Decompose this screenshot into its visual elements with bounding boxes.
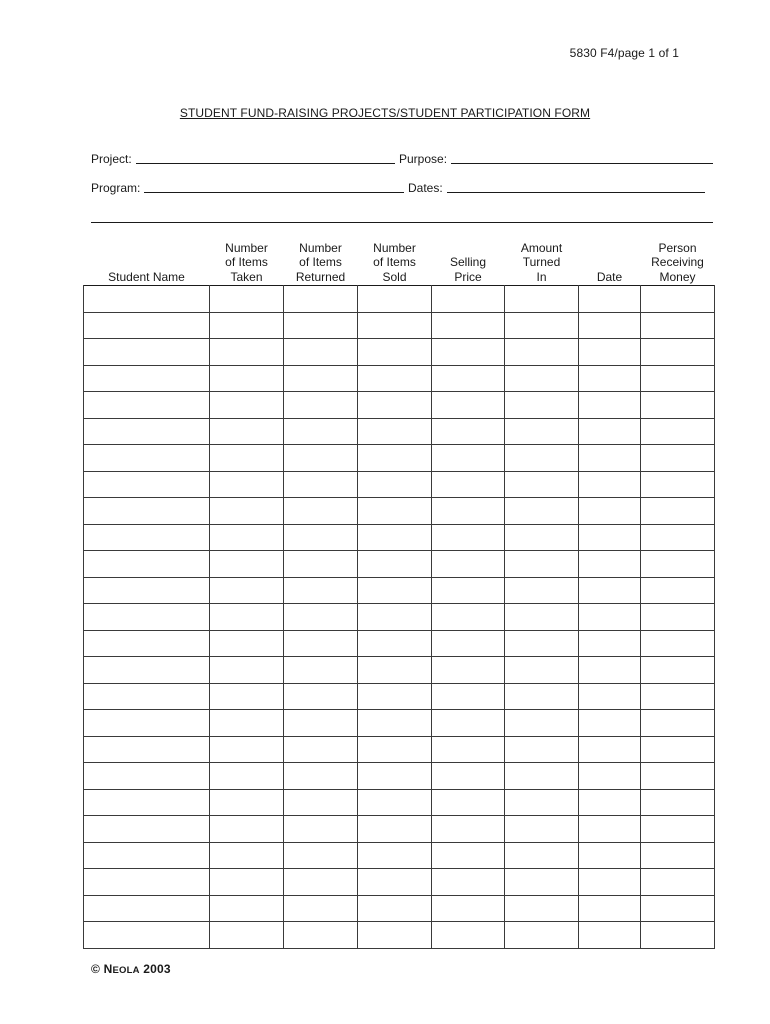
table-cell-amount-turned-in[interactable] [505, 842, 579, 869]
table-cell-selling-price[interactable] [432, 445, 505, 472]
table-cell-selling-price[interactable] [432, 498, 505, 525]
table-row [84, 339, 715, 366]
table-cell-amount-turned-in[interactable] [505, 577, 579, 604]
column-header-line: Number [373, 240, 416, 255]
table-row [84, 657, 715, 684]
table-cell-person-receiving-money[interactable] [641, 392, 715, 419]
form-title: STUDENT FUND-RAISING PROJECTS/STUDENT PARTICIPATION FORM [179, 106, 591, 120]
table-cell-person-receiving-money[interactable] [641, 789, 715, 816]
table-cell-items-returned[interactable] [284, 842, 358, 869]
project-label: Project: [91, 152, 132, 166]
column-header-items-returned [284, 238, 358, 286]
table-cell-items-sold[interactable] [358, 286, 432, 313]
table-cell-date[interactable] [579, 763, 641, 790]
column-header-line: Receiving [651, 255, 704, 269]
table-cell-selling-price[interactable] [432, 577, 505, 604]
column-header-line: Sold [382, 269, 407, 284]
table-cell-selling-price[interactable] [432, 365, 505, 392]
table-cell-items-sold[interactable] [358, 418, 432, 445]
table-cell-items-taken[interactable] [210, 922, 284, 949]
table-row [84, 922, 715, 949]
table-cell-person-receiving-money[interactable] [641, 339, 715, 366]
table-cell-student-name[interactable] [84, 922, 210, 949]
table-cell-student-name[interactable] [84, 683, 210, 710]
copyright-symbol: © [91, 962, 101, 976]
table-cell-person-receiving-money[interactable] [641, 922, 715, 949]
table-row [84, 577, 715, 604]
table-cell-date[interactable] [579, 418, 641, 445]
table-cell-student-name[interactable] [84, 286, 210, 313]
column-header-line: Person [658, 240, 697, 255]
column-header-line: Number [225, 240, 268, 255]
table-cell-selling-price[interactable] [432, 312, 505, 339]
table-cell-person-receiving-money[interactable] [641, 524, 715, 551]
table-cell-amount-turned-in[interactable] [505, 895, 579, 922]
table-cell-selling-price[interactable] [432, 895, 505, 922]
table-cell-amount-turned-in[interactable] [505, 365, 579, 392]
table-cell-amount-turned-in[interactable] [505, 498, 579, 525]
table-cell-selling-price[interactable] [432, 842, 505, 869]
table-cell-items-sold[interactable] [358, 551, 432, 578]
table-row [84, 842, 715, 869]
table-cell-items-returned[interactable] [284, 286, 358, 313]
table-cell-items-taken[interactable] [210, 418, 284, 445]
table-row [84, 498, 715, 525]
table-cell-student-name[interactable] [84, 895, 210, 922]
table-cell-amount-turned-in[interactable] [505, 789, 579, 816]
table-cell-amount-turned-in[interactable] [505, 392, 579, 419]
table-cell-date[interactable] [579, 339, 641, 366]
table-cell-items-sold[interactable] [358, 922, 432, 949]
table-cell-items-sold[interactable] [358, 392, 432, 419]
column-header-line: Date [596, 269, 623, 284]
table-cell-person-receiving-money[interactable] [641, 604, 715, 631]
table-row [84, 418, 715, 445]
column-header-line: Selling [449, 255, 487, 269]
table-cell-student-name[interactable] [84, 551, 210, 578]
table-cell-amount-turned-in[interactable] [505, 869, 579, 896]
table-cell-date[interactable] [579, 842, 641, 869]
table-cell-items-sold[interactable] [358, 445, 432, 472]
table-row [84, 869, 715, 896]
table-cell-items-sold[interactable] [358, 471, 432, 498]
table-cell-selling-price[interactable] [432, 763, 505, 790]
table-cell-person-receiving-money[interactable] [641, 471, 715, 498]
table-body [84, 286, 715, 949]
table-cell-person-receiving-money[interactable] [641, 418, 715, 445]
table-cell-items-sold[interactable] [358, 816, 432, 843]
column-header-items-sold [358, 238, 432, 286]
table-cell-items-returned[interactable] [284, 869, 358, 896]
table-cell-date[interactable] [579, 710, 641, 737]
table-cell-selling-price[interactable] [432, 418, 505, 445]
table-cell-student-name[interactable] [84, 789, 210, 816]
table-cell-items-taken[interactable] [210, 683, 284, 710]
table-cell-student-name[interactable] [84, 339, 210, 366]
table-cell-amount-turned-in[interactable] [505, 657, 579, 684]
table-cell-date[interactable] [579, 365, 641, 392]
table-cell-date[interactable] [579, 922, 641, 949]
table-cell-student-name[interactable] [84, 763, 210, 790]
table-cell-date[interactable] [579, 630, 641, 657]
table-cell-items-sold[interactable] [358, 842, 432, 869]
table-cell-selling-price[interactable] [432, 710, 505, 737]
table-cell-date[interactable] [579, 657, 641, 684]
table-cell-selling-price[interactable] [432, 551, 505, 578]
table-cell-student-name[interactable] [84, 471, 210, 498]
table-cell-amount-turned-in[interactable] [505, 736, 579, 763]
table-cell-selling-price[interactable] [432, 789, 505, 816]
table-cell-student-name[interactable] [84, 869, 210, 896]
table-row [84, 551, 715, 578]
table-cell-items-sold[interactable] [358, 789, 432, 816]
table-cell-items-sold[interactable] [358, 895, 432, 922]
field-row-program-dates [91, 179, 713, 195]
table-cell-items-taken[interactable] [210, 710, 284, 737]
table-cell-items-returned[interactable] [284, 922, 358, 949]
field-row-project-purpose [91, 150, 713, 166]
table-cell-items-sold[interactable] [358, 657, 432, 684]
table-cell-items-taken[interactable] [210, 524, 284, 551]
table-cell-student-name[interactable] [84, 577, 210, 604]
table-cell-person-receiving-money[interactable] [641, 630, 715, 657]
table-cell-items-returned[interactable] [284, 524, 358, 551]
table-row [84, 789, 715, 816]
column-header-student-name [84, 238, 210, 286]
table-cell-items-taken[interactable] [210, 339, 284, 366]
table-cell-selling-price[interactable] [432, 339, 505, 366]
table-cell-items-taken[interactable] [210, 577, 284, 604]
table-cell-student-name[interactable] [84, 524, 210, 551]
table-row [84, 604, 715, 631]
table-cell-person-receiving-money[interactable] [641, 683, 715, 710]
table-cell-items-returned[interactable] [284, 339, 358, 366]
table-cell-items-returned[interactable] [284, 551, 358, 578]
table-cell-person-receiving-money[interactable] [641, 577, 715, 604]
table-cell-items-sold[interactable] [358, 498, 432, 525]
table-cell-items-returned[interactable] [284, 445, 358, 472]
table-cell-student-name[interactable] [84, 657, 210, 684]
table-cell-items-taken[interactable] [210, 471, 284, 498]
table-row [84, 630, 715, 657]
table-cell-date[interactable] [579, 577, 641, 604]
table-cell-selling-price[interactable] [432, 736, 505, 763]
table-cell-selling-price[interactable] [432, 524, 505, 551]
table-row [84, 710, 715, 737]
table-row [84, 683, 715, 710]
table-cell-date[interactable] [579, 312, 641, 339]
table-row [84, 524, 715, 551]
table-cell-date[interactable] [579, 524, 641, 551]
table-cell-date[interactable] [579, 551, 641, 578]
table-cell-amount-turned-in[interactable] [505, 418, 579, 445]
table-cell-selling-price[interactable] [432, 604, 505, 631]
table-cell-student-name[interactable] [84, 418, 210, 445]
table-cell-items-returned[interactable] [284, 471, 358, 498]
table-cell-amount-turned-in[interactable] [505, 683, 579, 710]
table-cell-student-name[interactable] [84, 816, 210, 843]
table-cell-date[interactable] [579, 498, 641, 525]
table-cell-person-receiving-money[interactable] [641, 657, 715, 684]
column-header-amount-turned-in [505, 238, 579, 286]
notes-blank-line[interactable] [91, 222, 713, 223]
table-cell-items-sold[interactable] [358, 604, 432, 631]
table-cell-items-sold[interactable] [358, 577, 432, 604]
table-cell-items-taken[interactable] [210, 286, 284, 313]
table-cell-date[interactable] [579, 789, 641, 816]
table-cell-person-receiving-money[interactable] [641, 498, 715, 525]
table-cell-amount-turned-in[interactable] [505, 286, 579, 313]
table-cell-date[interactable] [579, 895, 641, 922]
table-cell-items-sold[interactable] [358, 630, 432, 657]
table-cell-person-receiving-money[interactable] [641, 736, 715, 763]
table-cell-person-receiving-money[interactable] [641, 763, 715, 790]
dates-blank-line[interactable] [447, 180, 705, 193]
table-cell-selling-price[interactable] [432, 869, 505, 896]
column-header-line: Amount [520, 240, 563, 255]
table-cell-items-taken[interactable] [210, 869, 284, 896]
project-blank-line[interactable] [136, 151, 395, 164]
table-cell-items-taken[interactable] [210, 445, 284, 472]
table-cell-date[interactable] [579, 869, 641, 896]
table-cell-person-receiving-money[interactable] [641, 869, 715, 896]
table-cell-student-name[interactable] [84, 445, 210, 472]
table-cell-amount-turned-in[interactable] [505, 763, 579, 790]
table-cell-selling-price[interactable] [432, 630, 505, 657]
table-cell-person-receiving-money[interactable] [641, 842, 715, 869]
table-cell-items-sold[interactable] [358, 524, 432, 551]
table-cell-amount-turned-in[interactable] [505, 630, 579, 657]
program-blank-line[interactable] [144, 180, 404, 193]
column-header-line: of Items [225, 255, 268, 269]
table-row [84, 816, 715, 843]
table-cell-person-receiving-money[interactable] [641, 895, 715, 922]
column-header-items-taken [210, 238, 284, 286]
table-cell-person-receiving-money[interactable] [641, 365, 715, 392]
table-cell-items-taken[interactable] [210, 365, 284, 392]
table-cell-person-receiving-money[interactable] [641, 551, 715, 578]
purpose-field[interactable] [399, 150, 713, 166]
table-cell-amount-turned-in[interactable] [505, 339, 579, 366]
table-cell-items-sold[interactable] [358, 339, 432, 366]
table-cell-student-name[interactable] [84, 365, 210, 392]
column-header-line: Price [454, 269, 482, 284]
table-cell-amount-turned-in[interactable] [505, 816, 579, 843]
table-cell-student-name[interactable] [84, 312, 210, 339]
table-cell-amount-turned-in[interactable] [505, 710, 579, 737]
table-cell-items-taken[interactable] [210, 736, 284, 763]
brand-initial: N [103, 962, 113, 976]
column-header-line: Money [659, 269, 696, 284]
table-cell-person-receiving-money[interactable] [641, 710, 715, 737]
page-number: 5830 F4/page 1 of 1 [569, 46, 679, 60]
column-header-line: Turned [522, 255, 561, 269]
table-cell-date[interactable] [579, 392, 641, 419]
table-header-row [84, 238, 715, 286]
table-cell-items-sold[interactable] [358, 710, 432, 737]
table-cell-items-returned[interactable] [284, 763, 358, 790]
table-cell-selling-price[interactable] [432, 392, 505, 419]
table-cell-items-returned[interactable] [284, 418, 358, 445]
table-cell-date[interactable] [579, 816, 641, 843]
table-cell-person-receiving-money[interactable] [641, 816, 715, 843]
table-cell-items-taken[interactable] [210, 789, 284, 816]
table-row [84, 471, 715, 498]
table-cell-student-name[interactable] [84, 604, 210, 631]
column-header-person-receiving-money [641, 238, 715, 286]
table-cell-date[interactable] [579, 286, 641, 313]
project-field[interactable] [91, 150, 395, 166]
dates-field[interactable] [408, 179, 705, 195]
program-field[interactable] [91, 179, 404, 195]
table-cell-amount-turned-in[interactable] [505, 604, 579, 631]
table-cell-items-returned[interactable] [284, 895, 358, 922]
table-cell-items-taken[interactable] [210, 657, 284, 684]
table-cell-items-returned[interactable] [284, 577, 358, 604]
table-cell-items-returned[interactable] [284, 498, 358, 525]
column-header-line: Number [299, 240, 342, 255]
column-header-line: of Items [299, 255, 342, 269]
column-header-line: In [536, 269, 547, 284]
table-cell-items-taken[interactable] [210, 551, 284, 578]
table-cell-items-returned[interactable] [284, 657, 358, 684]
table-cell-date[interactable] [579, 683, 641, 710]
table-cell-items-sold[interactable] [358, 312, 432, 339]
table-cell-items-returned[interactable] [284, 604, 358, 631]
table-cell-date[interactable] [579, 604, 641, 631]
table-cell-selling-price[interactable] [432, 683, 505, 710]
brand-rest: EOLA [112, 965, 140, 976]
table-cell-date[interactable] [579, 445, 641, 472]
table-cell-selling-price[interactable] [432, 922, 505, 949]
table-cell-items-returned[interactable] [284, 365, 358, 392]
table-cell-items-taken[interactable] [210, 895, 284, 922]
column-header-line: of Items [373, 255, 416, 269]
table-cell-selling-price[interactable] [432, 286, 505, 313]
column-header-line: Returned [295, 269, 346, 284]
table-cell-items-sold[interactable] [358, 736, 432, 763]
table-cell-items-sold[interactable] [358, 365, 432, 392]
table-cell-items-returned[interactable] [284, 816, 358, 843]
table-cell-amount-turned-in[interactable] [505, 524, 579, 551]
table-cell-person-receiving-money[interactable] [641, 312, 715, 339]
table-cell-amount-turned-in[interactable] [505, 471, 579, 498]
table-cell-items-returned[interactable] [284, 312, 358, 339]
table-cell-items-sold[interactable] [358, 683, 432, 710]
table-cell-person-receiving-money[interactable] [641, 445, 715, 472]
program-label: Program: [91, 181, 141, 195]
table-row [84, 763, 715, 790]
table-row [84, 895, 715, 922]
table-cell-date[interactable] [579, 736, 641, 763]
table-cell-date[interactable] [579, 471, 641, 498]
table-cell-items-taken[interactable] [210, 630, 284, 657]
table-row [84, 392, 715, 419]
table-cell-items-taken[interactable] [210, 842, 284, 869]
table-cell-selling-price[interactable] [432, 471, 505, 498]
dates-label: Dates: [408, 181, 443, 195]
table-row [84, 286, 715, 313]
column-header-line: Taken [230, 269, 263, 284]
table-cell-items-returned[interactable] [284, 392, 358, 419]
table-cell-student-name[interactable] [84, 842, 210, 869]
table-cell-student-name[interactable] [84, 498, 210, 525]
table-cell-amount-turned-in[interactable] [505, 922, 579, 949]
table-cell-items-returned[interactable] [284, 710, 358, 737]
table-cell-items-taken[interactable] [210, 392, 284, 419]
column-header-line: Student Name [108, 269, 185, 284]
table-cell-items-taken[interactable] [210, 498, 284, 525]
table-cell-amount-turned-in[interactable] [505, 312, 579, 339]
table-cell-items-returned[interactable] [284, 789, 358, 816]
participation-table [83, 238, 715, 949]
copyright-year: 2003 [143, 962, 171, 976]
table-cell-selling-price[interactable] [432, 816, 505, 843]
table-row [84, 736, 715, 763]
column-header-selling-price [432, 238, 505, 286]
table-cell-items-returned[interactable] [284, 630, 358, 657]
table-cell-items-taken[interactable] [210, 312, 284, 339]
purpose-label: Purpose: [399, 152, 448, 166]
table-row [84, 445, 715, 472]
table-cell-student-name[interactable] [84, 736, 210, 763]
table-cell-items-returned[interactable] [284, 683, 358, 710]
table-cell-items-taken[interactable] [210, 763, 284, 790]
table-cell-student-name[interactable] [84, 630, 210, 657]
table-cell-items-sold[interactable] [358, 869, 432, 896]
table-cell-person-receiving-money[interactable] [641, 286, 715, 313]
table-cell-items-returned[interactable] [284, 736, 358, 763]
table-cell-amount-turned-in[interactable] [505, 445, 579, 472]
table-cell-selling-price[interactable] [432, 657, 505, 684]
table-cell-items-sold[interactable] [358, 763, 432, 790]
table-cell-items-taken[interactable] [210, 816, 284, 843]
table-row [84, 312, 715, 339]
table-cell-student-name[interactable] [84, 710, 210, 737]
table-cell-amount-turned-in[interactable] [505, 551, 579, 578]
table-cell-items-taken[interactable] [210, 604, 284, 631]
purpose-blank-line[interactable] [451, 151, 713, 164]
table-row [84, 365, 715, 392]
table-cell-student-name[interactable] [84, 392, 210, 419]
column-header-date [579, 238, 641, 286]
copyright-footer [91, 962, 171, 976]
